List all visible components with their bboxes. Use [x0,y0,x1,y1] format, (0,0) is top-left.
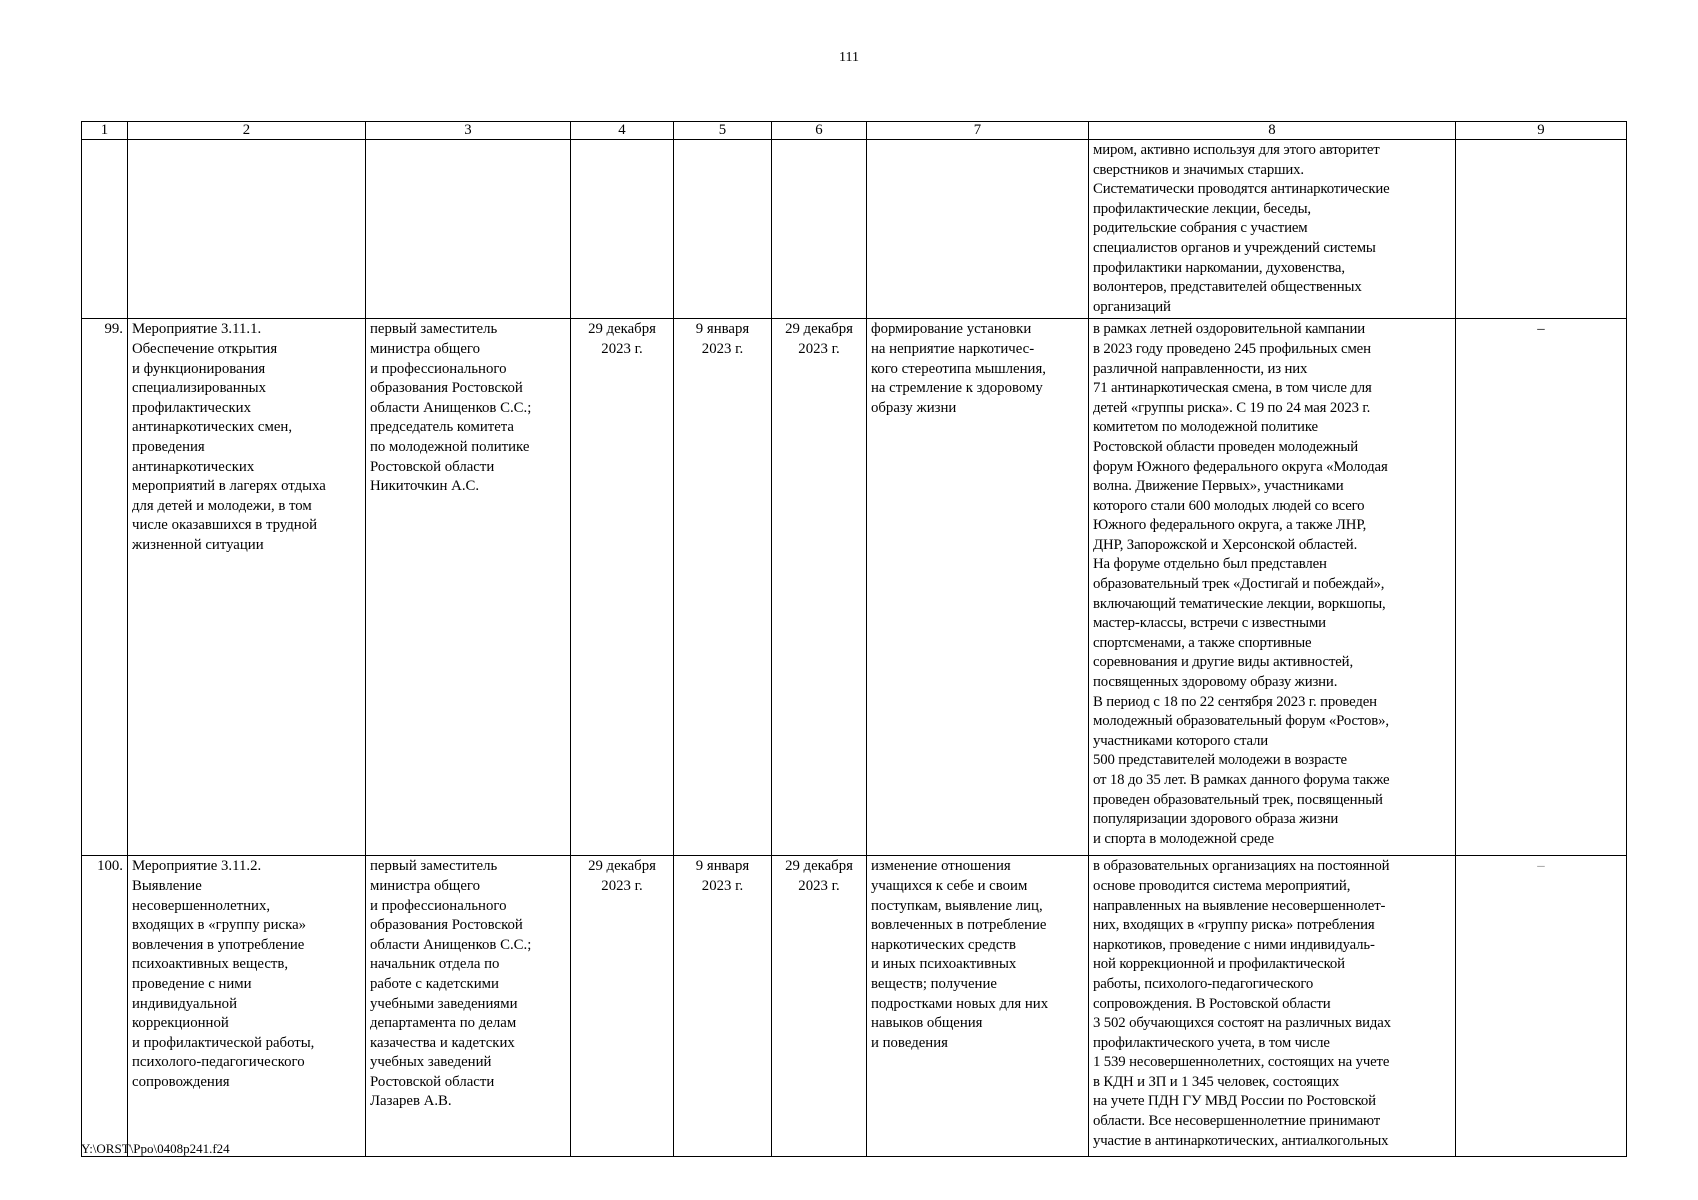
text-line: различной направленности, из них [1093,360,1308,377]
text-line: Лазарев А.В. [370,1093,452,1110]
text-line: Мероприятие 3.11.2. [132,858,262,875]
text-line: организаций [1093,298,1171,315]
header-col-8: 8 [1089,122,1456,140]
text-line: 2023 г. [601,877,643,894]
text-line: в образовательных организациях на постоянной [1093,858,1390,875]
text-line: комитетом по молодежной политике [1093,419,1318,436]
text-line: профилактические лекции, беседы, [1093,200,1311,217]
table-row-100 [82,856,1627,1157]
event-name [128,319,366,856]
text-line: жизненной ситуации [132,536,264,553]
text-line: образовательный трек «Достигай и побеждай», [1093,576,1385,593]
text-line: популяризации здорового образа жизни [1093,811,1339,828]
text-line: вовлечения в употребление [132,936,305,953]
text-line: Выявление [132,877,202,894]
text-line: работы, психолого-педагогического [1093,975,1314,992]
text-line: молодежный образовательный форум «Ростов», [1093,713,1389,730]
header-col-4: 4 [571,122,674,140]
text-line: на стремление к здоровому [871,380,1043,397]
note: – [1456,856,1627,1157]
text-line: от 18 до 35 лет. В рамках данного форума также [1093,772,1390,788]
text-line: антинаркотических [132,458,255,475]
text-line: соревнования и другие виды активностей, [1093,654,1354,671]
text-line: которого стали 600 молодых людей со всего [1093,497,1365,514]
text-line: Систематически проводятся антинаркотические [1093,181,1390,198]
text-line: числе оказавшихся в трудной [132,517,318,534]
text-line: 2023 г. [798,877,840,894]
page-number: 111 [839,50,859,65]
text-line: кого стереотипа мышления, [871,360,1046,377]
header-col-7: 7 [867,122,1089,140]
planned-date [571,319,674,856]
text-line: области Анищенков С.С.; [370,399,532,416]
text-line: образования Ростовской [370,380,523,397]
text-line: основе проводится система мероприятий, [1093,877,1351,894]
report-table [81,121,1627,1157]
text-line: министра общего [370,340,480,357]
header-col-2: 2 [128,122,366,140]
text-line: 2023 г. [798,340,840,357]
header-col-3: 3 [366,122,571,140]
row-number: 100. [82,856,128,1157]
text-line: на неприятие наркотичес- [871,340,1035,357]
text-line: Мероприятие 3.11.1. [132,321,262,338]
text-line: Ростовской области [370,1073,495,1090]
continuation-row [82,140,1627,319]
text-line: и поведения [871,1034,948,1051]
text-line: и профессионального [370,360,507,377]
text-line: учебных заведений [370,1054,492,1071]
note: – [1456,319,1627,856]
text-line: профилактики наркомании, духовенства, [1093,259,1345,276]
text-line: участниками которого стали [1093,732,1269,749]
text-line: профилактических [132,399,252,416]
text-line: Южного федерального округа, а также ЛНР, [1093,517,1367,534]
text-line: включающий тематические лекции, воркшопы, [1093,595,1386,612]
responsible-person [366,856,571,1157]
text-line: 29 декабря [588,858,656,875]
start-date [674,856,772,1157]
text-line: веществ; получение [871,975,997,992]
text-line: учебными заведениями [370,995,518,1012]
text-line: учащихся к себе и своим [871,877,1028,894]
header-col-6: 6 [772,122,867,140]
text-line: 9 января [695,858,750,875]
text-line: первый заместитель [370,858,498,875]
text-line: мероприятий в лагерях отдыха [132,478,326,495]
text-line: 3 502 обучающихся состоят на различных видах [1093,1015,1391,1032]
text-line: и профессионального [370,897,507,914]
text-line: наркотиков, проведение с ними индивидуаль- [1093,936,1375,953]
actual-result [1089,856,1456,1157]
text-line: Обеспечение открытия [132,340,278,357]
text-line: специалистов органов и учреждений системы [1093,239,1376,256]
text-line: 29 декабря [785,858,853,875]
file-path-footer: Y:\ORST\Ppo\0408p241.f24 [81,1141,230,1156]
text-line: 500 представителей молодежи в возрасте [1093,752,1347,769]
text-line: поступкам, выявление лиц, [871,897,1043,914]
text-line: посвященных здоровому образу жизни. [1093,674,1338,691]
header-row [82,122,1627,140]
text-line: департамента по делам [370,1015,517,1032]
text-line: несовершеннолетних, [132,897,271,914]
text-line: сопровождения. В Ростовской области [1093,995,1331,1012]
header-col-1: 1 [82,122,128,140]
text-line: проведение с ними [132,975,252,992]
text-line: форум Южного федерального округа «Молодая [1093,458,1388,475]
text-line: по молодежной политике [370,438,530,455]
text-line: направленных на выявление несовершеннолет- [1093,897,1386,914]
text-line: ДНР, Запорожской и Херсонской областей. [1093,536,1358,553]
actual-result [1089,319,1456,856]
text-line: навыков общения [871,1015,983,1032]
text-line: Ростовской области [370,458,495,475]
text-line: начальник отдела по [370,956,500,973]
text-line: сверстников и значимых старших. [1093,161,1304,178]
text-line: на учете ПДН ГУ МВД России по Ростовской [1093,1093,1376,1110]
planned-date [571,856,674,1157]
event-name [128,856,366,1157]
row-number: 99. [82,319,128,856]
text-line: волна. Движение Первых», участниками [1093,478,1344,495]
text-line: в рамках летней оздоровительной кампании [1093,321,1366,338]
text-line: образу жизни [871,399,957,416]
text-line: председатель комитета [370,419,515,436]
text-line: миром, активно используя для этого авторитет [1093,142,1380,158]
text-line: в КДН и ЗП и 1 345 человек, состоящих [1093,1073,1340,1090]
table-row-99 [82,319,1627,856]
text-line: 2023 г. [601,340,643,357]
text-line: мастер-классы, встречи с известными [1093,615,1326,632]
expected-result [867,856,1089,1157]
text-line: 2023 г. [701,877,744,894]
text-line: казачества и кадетских [370,1034,515,1051]
text-line: в 2023 году проведено 245 профильных смен [1093,340,1371,357]
text-line: работе с кадетскими [370,975,499,992]
responsible-person [366,319,571,856]
text-line: индивидуальной [132,995,237,1012]
text-line: волонтеров, представителей общественных [1093,279,1362,296]
text-line: 2023 г. [701,340,744,357]
expected-result [867,319,1089,856]
text-line: и иных психоактивных [871,956,1017,973]
text-line: формирование установки [871,321,1032,338]
text-line: сопровождения [132,1073,230,1090]
end-date [772,856,867,1157]
continuation-report [1089,140,1456,319]
text-line: 29 декабря [588,321,656,338]
text-line: детей «группы риска». С 19 по 24 мая 2023 г. [1093,399,1371,416]
text-line: профилактического учета, в том числе [1093,1034,1330,1051]
text-line: изменение отношения [871,858,1011,875]
header-col-5: 5 [674,122,772,140]
text-line: министра общего [370,877,480,894]
text-line: и профилактической работы, [132,1034,315,1051]
text-line: наркотических средств [871,936,1016,953]
text-line: 1 539 несовершеннолетних, состоящих на учете [1093,1054,1390,1071]
text-line: и спорта в молодежной среде [1093,830,1274,847]
header-col-9: 9 [1456,122,1627,140]
text-line: проведения [132,438,205,455]
text-line: участие в антинаркотических, антиалкогольных [1093,1132,1389,1149]
text-line: для детей и молодежи, в том [132,497,312,514]
text-line: Ростовской области проведен молодежный [1093,438,1358,455]
text-line: родительские собрания с участием [1093,220,1308,237]
text-line: 29 декабря [785,321,853,338]
text-line: области. Все несовершеннолетние принимают [1093,1113,1381,1130]
text-line: На форуме отдельно был представлен [1093,556,1327,573]
text-line: образования Ростовской [370,917,523,934]
text-line: специализированных [132,380,266,397]
text-line: первый заместитель [370,321,498,338]
text-line: вовлеченных в потребление [871,917,1047,934]
start-date [674,319,772,856]
text-line: подростками новых для них [871,995,1049,1012]
text-line: области Анищенков С.С.; [370,936,532,953]
text-line: спортсменами, а также спортивные [1093,634,1312,651]
text-line: психоактивных веществ, [132,956,289,973]
text-line: коррекционной [132,1015,229,1032]
text-line: психолого-педагогического [132,1054,305,1071]
end-date [772,319,867,856]
text-line: 9 января [695,321,750,338]
text-line: антинаркотических смен, [132,419,293,436]
text-line: и функционирования [132,360,266,377]
text-line: 71 антинаркотическая смена, в том числе для [1093,380,1372,397]
text-line: Никиточкин А.С. [370,478,480,495]
text-line: них, входящих в «группу риска» потребления [1093,917,1375,934]
text-line: В период с 18 по 22 сентября 2023 г. проведен [1093,693,1377,710]
text-line: входящих в «группу риска» [132,917,307,934]
text-line: проведен образовательный трек, посвященный [1093,791,1383,808]
text-line: ной коррекционной и профилактической [1093,956,1345,973]
